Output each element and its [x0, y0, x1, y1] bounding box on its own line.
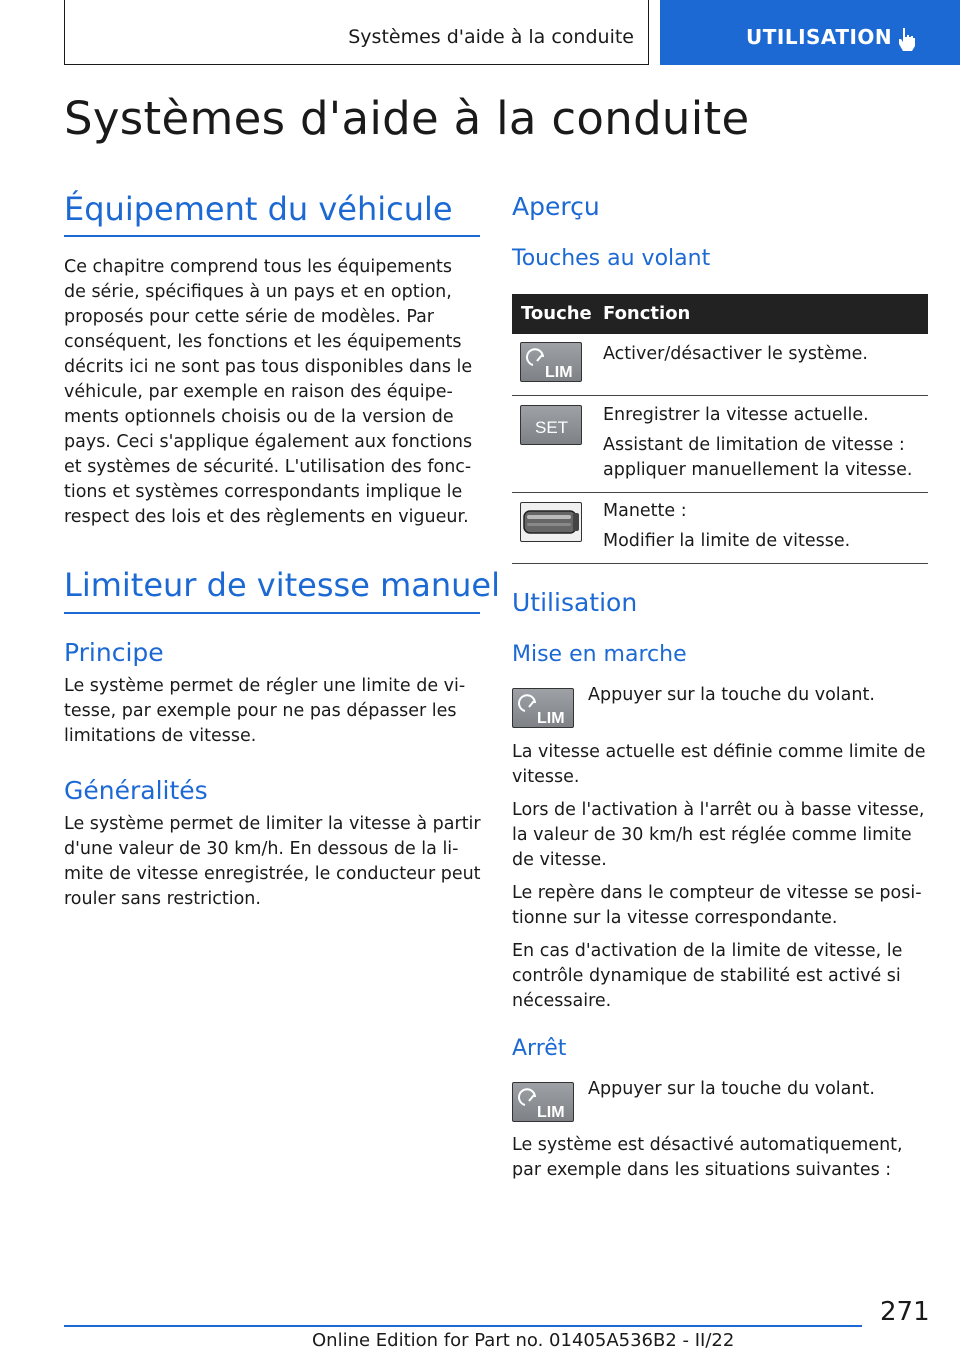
generalites-text: Le système permet de limiter la vitesse à partir d'une valeur de 30 km/h. En dessous de la li‐ mite de vitesse enregistrée, le conducteur peut rouler sans restriction. [64, 814, 481, 909]
svg-text:LIM: LIM [537, 1104, 565, 1121]
svg-text:SET: SET [535, 418, 569, 437]
marche-text: La vitesse actuelle est définie comme limite de vitesse. Lors de l'activation à l'arrêt ou à basse vitesse, la valeur de 30 km/h est réglée comme limite de vitesse. Le repère dans le compteur de vitesse se posi‐ tionne sur la vitesse correspondante. En cas d'activation de la limite de vitesse, le contrôle dynamique de stabilité est activé si nécessaire. [512, 742, 926, 1011]
table-header [512, 294, 928, 334]
col-touche: Touche [521, 303, 592, 324]
apercu-heading: Aperçu [512, 192, 600, 221]
header-chapter-tab [660, 0, 960, 65]
header-section-tab [64, 0, 649, 65]
limiter-heading: Limiteur de vitesse manuel [64, 566, 500, 604]
touches-heading: Touches au volant [512, 246, 711, 271]
equipment-rule [64, 235, 480, 237]
page-title: Systèmes d'aide à la conduite [64, 92, 750, 145]
header-section-label: Systèmes d'aide à la conduite [348, 26, 634, 48]
page-number: 271 [880, 1297, 930, 1327]
footer-edition: Online Edition for Part no. 01405A536B2 - II/22 [312, 1330, 735, 1351]
marche-instruction: Appuyer sur la touche du volant. [588, 685, 875, 705]
header-chapter-label: UTILISATION [746, 25, 893, 49]
col-fonction: Fonction [603, 303, 691, 324]
principe-text: Le système permet de régler une limite de vi‐ tesse, par exemple pour ne pas dépasser les limitations de vitesse. [64, 676, 466, 746]
lever-icon [520, 502, 582, 542]
table-row: LIM Activer/désactiver le système. [512, 334, 928, 396]
set-button-icon [520, 405, 582, 445]
principe-heading: Principe [64, 638, 164, 667]
arret-heading: Arrêt [512, 1036, 567, 1061]
svg-text:LIM: LIM [545, 364, 573, 381]
arret-text: Le système est désactivé automatiquement, par exemple dans les situations suivantes : [512, 1135, 903, 1180]
lim-button-icon [520, 342, 582, 382]
svg-text:LIM: LIM [537, 710, 565, 727]
utilisation-heading: Utilisation [512, 588, 638, 617]
table-row: Manette : Modifier la limite de vitesse. [512, 493, 928, 564]
lim-button-icon [512, 688, 574, 728]
table-row: SET Enregistrer la vitesse actuelle. Assistant de limitation de vitesse : appliquer manuellement la vitesse. [512, 396, 928, 493]
generalites-heading: Généralités [64, 776, 208, 805]
lim-button-icon [512, 1082, 574, 1122]
equipment-text: Ce chapitre comprend tous les équipements de série, spécifiques à un pays et en option, proposés pour cette série de modèles. Par conséquent, les fonctions et les équipements décrits ici ne sont pas tous disponibles dans le véhicule, par exemple en raison des équipe‐ ments optionnels choisis ou de la version de pays. Ceci s'applique également aux fonctions et systèmes de sécurité. L'utilisation des fonc‐ tions et systèmes correspondants implique le respect des lois et des règlements en vigueur. [64, 257, 473, 527]
arret-instruction: Appuyer sur la touche du volant. [588, 1079, 875, 1099]
pointing-hand-icon [896, 26, 918, 52]
marche-heading: Mise en marche [512, 642, 687, 667]
equipment-heading: Équipement du véhicule [64, 190, 453, 228]
footer-rule [64, 1325, 862, 1327]
limiter-rule [64, 612, 480, 614]
